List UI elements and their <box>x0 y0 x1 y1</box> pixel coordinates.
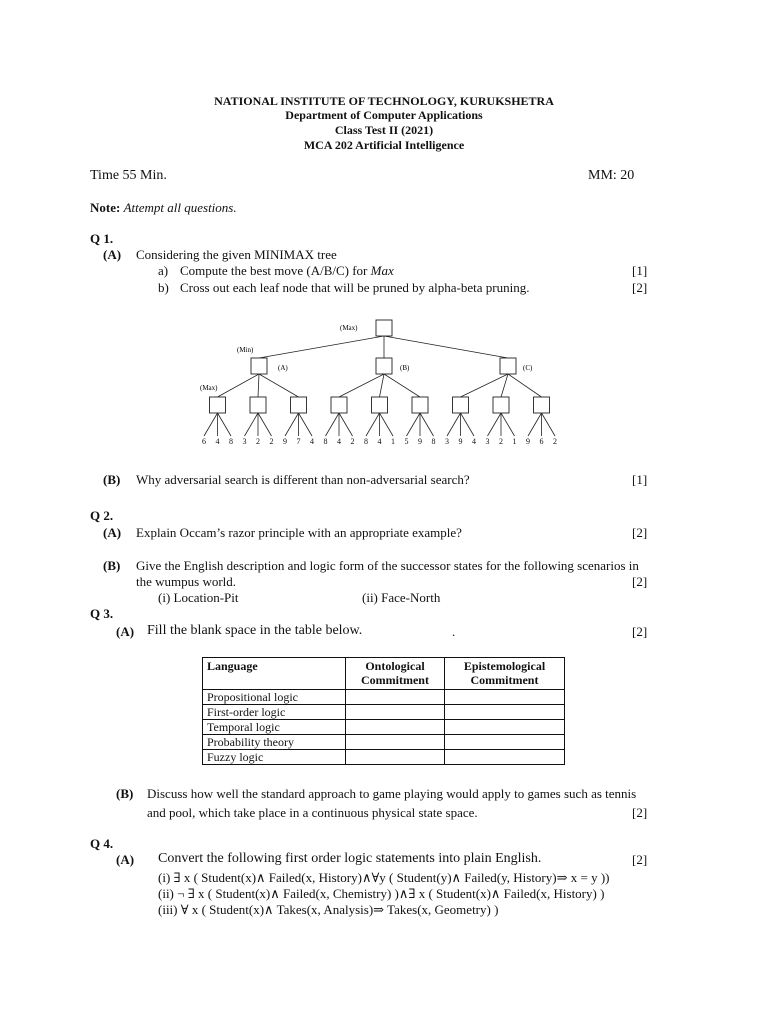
table-cell-epistemological[interactable] <box>445 720 565 735</box>
tree-edge <box>258 374 259 397</box>
q2b-line2: the wumpus world. <box>136 574 237 589</box>
q4a-text: Convert the following first order logic statements into plain English. <box>158 851 542 866</box>
q3a-label: (A) <box>116 624 135 639</box>
table-cell-language: Propositional logic <box>203 690 346 705</box>
table-header-ontological: Ontological Commitment <box>346 658 445 690</box>
q3b-label: (B) <box>116 786 134 801</box>
child-label-b: (B) <box>400 364 410 372</box>
tree-edges <box>204 336 555 436</box>
leaf-value: 8 <box>229 437 233 446</box>
tree-edge <box>380 413 394 436</box>
q3a-text: Fill the blank space in the table below. <box>147 623 363 638</box>
tree-edge <box>259 374 299 397</box>
tree-edge <box>218 374 260 397</box>
leaf-value: 2 <box>256 437 260 446</box>
leaf-value: 8 <box>431 437 436 446</box>
q2-label: Q 2. <box>90 508 114 523</box>
max-node <box>372 397 388 413</box>
min-level-label: (Min) <box>237 346 254 354</box>
q1a-item-marker: b) <box>158 280 169 295</box>
time-limit: Time 55 Min. <box>90 168 167 183</box>
q1a-text: Considering the given MINIMAX tree <box>136 247 337 262</box>
tree-edge <box>366 413 380 436</box>
q3b-line2: and pool, which take place in a continuous physical state space. <box>147 805 478 820</box>
table-row <box>203 705 565 720</box>
tree-edge <box>407 413 421 436</box>
tree-edge <box>488 413 502 436</box>
table-cell-language: First-order logic <box>203 705 346 720</box>
q2b-line1: Give the English description and logic form of the successor states for the following scenarios in <box>136 558 639 573</box>
q1b-text: Why adversarial search is different than non-adversarial search? <box>136 472 470 487</box>
max-marks: MM: 20 <box>588 168 635 183</box>
tree-edge <box>542 413 556 436</box>
q2b-option-1: (i) Location-Pit <box>158 590 239 605</box>
q1a-item-marker: a) <box>158 263 169 278</box>
q4a-statement-3: (iii) ∀ x ( Student(x)∧ Takes(x, Analysis)⇒ Takes(x, Geometry) ) <box>158 902 499 917</box>
leaf-value: 8 <box>364 437 368 446</box>
table-cell-epistemological[interactable] <box>445 705 565 720</box>
table-cell-epistemological[interactable] <box>445 735 565 750</box>
q1a-item-text: Cross out each leaf node that will be pruned by alpha-beta pruning. <box>180 280 530 295</box>
course-name: MCA 202 Artificial Intelligence <box>303 138 465 152</box>
leaf-value: 4 <box>472 437 476 446</box>
max-node <box>210 397 226 413</box>
max-node <box>493 397 509 413</box>
tree-edge <box>204 413 218 436</box>
q2b-option-2: (ii) Face-North <box>362 590 441 605</box>
table-cell-epistemological[interactable] <box>445 690 565 705</box>
table-cell-language: Temporal logic <box>203 720 346 735</box>
q2b-label: (B) <box>103 558 121 573</box>
root-node <box>376 320 392 336</box>
max-node <box>291 397 307 413</box>
root-level-label: (Max) <box>340 324 358 332</box>
tree-edge <box>285 413 299 436</box>
tree-edge <box>461 413 475 436</box>
q3a-marks: [2] <box>632 624 648 639</box>
tree-edge <box>420 413 434 436</box>
table-row <box>203 735 565 750</box>
tree-edge <box>508 374 542 397</box>
leaf-value: 5 <box>404 437 409 446</box>
tree-edge <box>501 413 515 436</box>
leaf-value: 4 <box>377 437 382 446</box>
minimax-tree <box>195 312 575 452</box>
leaf-value: 1 <box>391 437 395 446</box>
tree-edge <box>380 374 385 397</box>
test-name: Class Test II (2021) <box>334 123 434 137</box>
leaf-value: 9 <box>458 437 463 446</box>
q1a-item-marks: [2] <box>632 280 648 295</box>
tree-edge <box>384 336 508 358</box>
tree-nodes <box>210 320 550 413</box>
q1b-marks: [1] <box>632 472 648 487</box>
min-node <box>376 358 392 374</box>
tree-edge <box>218 413 232 436</box>
q1b-label: (B) <box>103 472 121 487</box>
leaf-value: 8 <box>323 437 328 446</box>
child-label-c: (C) <box>523 364 533 372</box>
max-emphasis: Max <box>370 263 394 278</box>
table-header-row <box>203 658 565 690</box>
tree-edge <box>447 413 461 436</box>
leaf-value: 2 <box>499 437 503 446</box>
q4a-statement-2: (ii) ¬ ∃ x ( Student(x)∧ Failed(x, Chemistry) )∧∃ x ( Student(x)∧ Failed(x, History) ) <box>158 886 605 901</box>
table-header-epistemological: Epistemological Commitment <box>445 658 565 690</box>
q1-label: Q 1. <box>90 231 114 246</box>
tree-edge <box>501 374 508 397</box>
table-cell-ontological[interactable] <box>346 720 445 735</box>
leaf-value: 3 <box>242 437 247 446</box>
leaf-value: 7 <box>296 437 301 446</box>
department-name: Department of Computer Applications <box>285 108 483 122</box>
tree-edge <box>339 374 384 397</box>
leaf-value: 4 <box>310 437 314 446</box>
table-cell-ontological[interactable] <box>346 735 445 750</box>
q4a-statement-1: (i) ∃ x ( Student(x)∧ Failed(x, History)∧∀y ( Student(y)∧ Failed(y, History)⇒ x = y )) <box>158 870 610 885</box>
leaf-value: 3 <box>485 437 490 446</box>
tree-edge <box>461 374 509 397</box>
leaf-value: 1 <box>512 437 517 446</box>
leaf-value: 9 <box>418 437 422 446</box>
leaf-value: 6 <box>202 437 206 446</box>
table-cell-ontological[interactable] <box>346 705 445 720</box>
q3b-line1: Discuss how well the standard approach to game playing would apply to games such as tennis <box>147 786 637 801</box>
max-node <box>453 397 469 413</box>
q4a-label: (A) <box>116 852 135 867</box>
max-level-label: (Max) <box>200 384 218 392</box>
table-row <box>203 750 565 765</box>
q3-label: Q 3. <box>90 606 114 621</box>
leaf-value: 2 <box>269 437 274 446</box>
leaf-value: 4 <box>215 437 220 446</box>
table-cell-ontological[interactable] <box>346 690 445 705</box>
commitment-table <box>202 657 565 765</box>
table-cell-language: Fuzzy logic <box>203 750 346 765</box>
table-cell-language: Probability theory <box>203 735 346 750</box>
table-row <box>203 690 565 705</box>
tree-edge <box>339 413 353 436</box>
note-label: Note: <box>90 200 121 215</box>
q4a-marks: [2] <box>632 852 648 867</box>
max-node <box>250 397 266 413</box>
table-cell-epistemological[interactable] <box>445 750 565 765</box>
tree-edge <box>528 413 542 436</box>
leaf-value: 9 <box>283 437 287 446</box>
tree-edge <box>245 413 259 436</box>
leaf-value: 3 <box>445 437 449 446</box>
table-header-language: Language <box>203 658 346 690</box>
max-node <box>412 397 428 413</box>
q1a-item-text: Compute the best move (A/B/C) for Max <box>180 263 394 278</box>
leaf-values <box>202 437 557 446</box>
q2a-text: Explain Occam’s razor principle with an appropriate example? <box>136 525 462 540</box>
min-node <box>251 358 267 374</box>
tree-edge <box>259 336 384 358</box>
q3a-dot: . <box>452 624 456 639</box>
leaf-value: 2 <box>350 437 355 446</box>
note-text: Attempt all questions. <box>123 200 237 215</box>
leaf-value: 9 <box>526 437 530 446</box>
q2b-marks: [2] <box>632 574 648 589</box>
leaf-value: 2 <box>553 437 557 446</box>
tree-edge <box>384 374 420 397</box>
table-cell-ontological[interactable] <box>346 750 445 765</box>
table-row <box>203 720 565 735</box>
max-node <box>534 397 550 413</box>
q1a-item-marks: [1] <box>632 263 648 278</box>
q2a-label: (A) <box>103 525 122 540</box>
max-node <box>331 397 347 413</box>
tree-edge <box>258 413 272 436</box>
q1a-label: (A) <box>103 247 122 262</box>
q4-label: Q 4. <box>90 836 114 851</box>
leaf-value: 4 <box>337 437 341 446</box>
institute-name: NATIONAL INSTITUTE OF TECHNOLOGY, KURUKSHETRA <box>214 94 554 108</box>
note <box>90 200 237 216</box>
q3b-marks: [2] <box>632 805 648 820</box>
min-node <box>500 358 516 374</box>
q2a-marks: [2] <box>632 525 648 540</box>
child-label-a: (A) <box>278 364 288 372</box>
leaf-value: 6 <box>539 437 544 446</box>
tree-edge <box>299 413 313 436</box>
tree-edge <box>326 413 340 436</box>
